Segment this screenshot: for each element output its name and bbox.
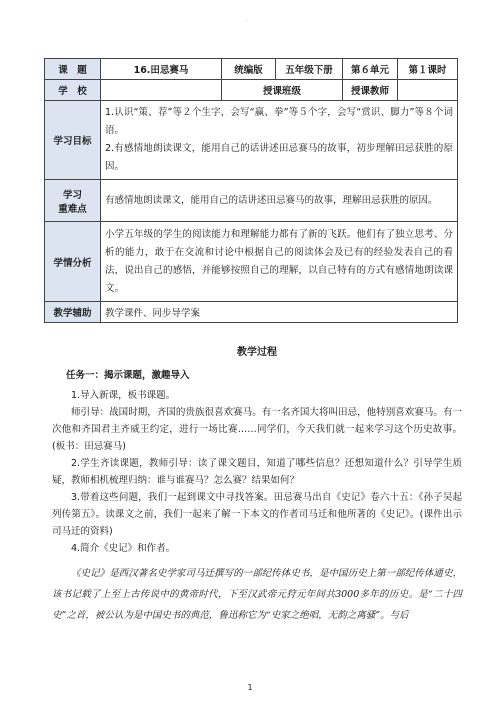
top-mark: · [246, 18, 248, 25]
process-paragraph-5: 4.简介《史记》和作者。 [71, 543, 176, 554]
row-analysis [45, 222, 458, 302]
grade: 五年级下册 [276, 59, 343, 80]
class-label: 授课班级 [222, 80, 343, 101]
period: 第１课时 [398, 59, 458, 80]
school-value [101, 80, 222, 101]
aids-label: 教学辅助 [45, 302, 101, 323]
row-key-points [45, 180, 458, 222]
process-paragraph-3: 2.学生齐读课题，教师引导：读了课文题目，知道了哪些信息？还想知道什么？引导学生质疑，教师相机梳理归纳：谁与谁赛马？怎么赛？结果如何？ [52, 458, 462, 486]
goal-item-1: 1.认识“策、荐”等２个生字，会写“赢、拳”等５个字，会写“赏识、脚力”等８个词语。 [105, 107, 453, 136]
lesson-title: 16.田忌赛马 [101, 59, 222, 80]
unit: 第６单元 [343, 59, 398, 80]
key-points-text: 有感情地朗读课文，能用自己的话讲述田忌赛马的故事，理解田忌获胜的原因。 [101, 180, 458, 222]
teacher-label: 授课教师 [343, 80, 398, 101]
school-label: 学 校 [45, 80, 101, 101]
lesson-label: 课 题 [45, 59, 101, 80]
teacher-value [398, 80, 458, 101]
analysis-label: 学情分析 [45, 222, 101, 302]
process-title: 教学过程 [237, 347, 277, 358]
process-paragraph-2: 师引导：战国时期，齐国的贵族很喜欢赛马。有一名齐国大将叫田忌，他特别喜欢赛马。有一次他和齐国君主齐威王约定，进行一场比赛……同学们，今天我们就一起来学习这个历史故事。(板书：田忌赛马) [52, 407, 462, 452]
task-1-title: 任务一：揭示课题，激趣导入 [66, 370, 190, 381]
goals-label: 学习目标 [45, 101, 101, 180]
row-aids [45, 302, 458, 323]
row-goals [45, 101, 458, 180]
goal-item-2: 2.有感情地朗读课文，能用自己的话讲述田忌赛马的故事，初步理解田忌获胜的原因。 [105, 143, 453, 172]
process-paragraph-4: 3.带着这些问题，我们一起到课文中寻找答案。田忌赛马出自《史记》卷六十五：《孙子吴起列传第五》。读课文之前，我们一起来了解一下本文的作者司马迁和他所著的《史记》。(课件出示司马迁的资料) [52, 492, 462, 537]
page-number: 1 [247, 683, 253, 692]
analysis-text: 小学五年级的学生的阅读能力和理解能力都有了新的飞跃。他们有了独立思考、分析的能力，敢于在交流和讨论中根据自己的阅读体会及已有的经验发表自己的看法，说出自己的感悟，并能够按照自己的理解，以自己特有的方式有感情地朗读课文。 [101, 222, 458, 302]
row-school [45, 80, 458, 101]
shiji-introduction: 《史记》是西汉著名史学家司马迁撰写的一部纪传体史书，是中国历史上第一部纪传体通史，该书记载了上至上古传说中的黄帝时代，下至汉武帝元狩元年间共3000多年的历史。是“二十四史”之首，被公认为是中国史书的典范，鲁迅称它为“史家之绝唱，无韵之离骚”。与后 [52, 568, 462, 621]
teaching-process [52, 343, 462, 626]
process-paragraph-1: 1.导入新课，板书课题。 [71, 390, 176, 401]
lesson-info-table [44, 58, 458, 323]
aids-text: 教学课件、同步导学案 [101, 302, 458, 323]
key-points-label: 学习 重难点 [45, 180, 101, 222]
edition: 统编版 [222, 59, 276, 80]
row-lesson [45, 59, 458, 80]
goals-text [101, 101, 458, 180]
